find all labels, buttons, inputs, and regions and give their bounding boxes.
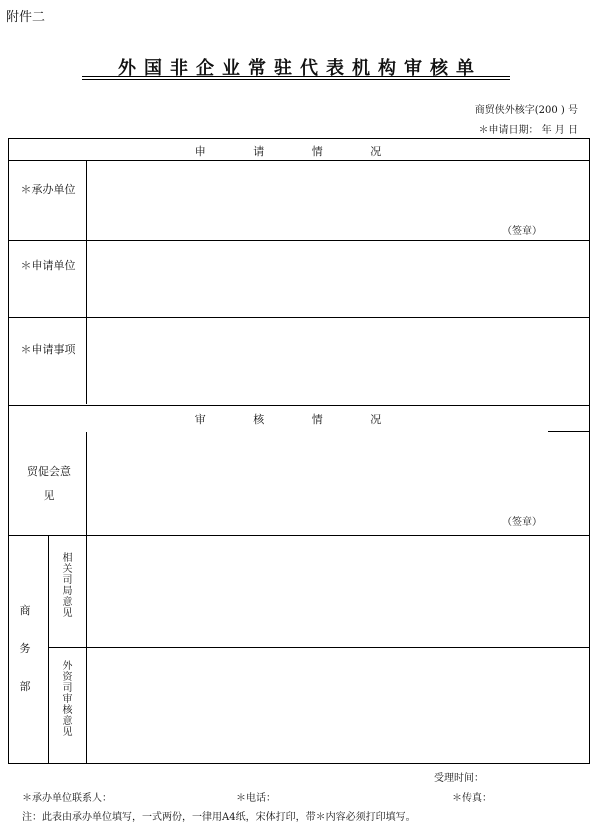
stamp-label-ccpit: （签章） <box>502 517 542 528</box>
row-label-application-matter: ＊申请事项 <box>20 343 76 356</box>
field-applicant-unit[interactable] <box>90 244 586 314</box>
accept-time: 受理时间： <box>434 773 484 784</box>
tick-mark <box>548 431 590 432</box>
row-label-sponsor: ＊承办单位 <box>20 183 76 196</box>
row-label-mofcom: 商务部 <box>19 604 31 693</box>
row-label-applicant: ＊申请单位 <box>20 259 76 272</box>
row-label-ccpit-opinion: 贸促会意 见 <box>27 465 71 502</box>
stamp-label-sponsor: （签章） <box>502 226 542 237</box>
footnote: 注：此表由承办单位填写，一式两份，一律用A4纸，宋体打印，带＊内容必须打印填写。 <box>22 812 416 823</box>
section-heading-apply: 申 请 情 况 <box>194 145 404 158</box>
annex-label: 附件二 <box>6 10 46 25</box>
divider <box>8 240 590 241</box>
divider <box>8 405 590 406</box>
divider <box>8 160 590 161</box>
divider <box>48 647 590 648</box>
sub-label-fdi-dept: 外资司审核意见 <box>60 660 71 737</box>
field-ccpit-opinion[interactable] <box>90 436 586 532</box>
fax-label: ＊传真： <box>452 793 492 804</box>
divider <box>8 317 590 318</box>
sub-label-related-bureau: 相关司局意见 <box>60 552 71 618</box>
section-heading-review: 审 核 情 况 <box>194 413 404 426</box>
title-underline-2 <box>82 79 510 80</box>
contact-person: ＊承办单位联系人： <box>22 793 112 804</box>
column-divider <box>86 432 87 764</box>
document-number: 商贸侠外核字(200 ) 号 <box>474 105 578 116</box>
title-underline <box>82 76 510 77</box>
field-related-bureau-opinion[interactable] <box>90 539 586 643</box>
column-divider <box>48 535 49 764</box>
field-application-matter[interactable] <box>90 321 586 401</box>
field-fdi-dept-opinion[interactable] <box>90 651 586 759</box>
application-date: ＊申请日期： 年 月 日 <box>478 125 578 136</box>
divider <box>8 535 590 536</box>
phone-label: ＊电话： <box>236 793 276 804</box>
form-title: 外国非企业常驻代表机构审核单 <box>118 58 482 79</box>
column-divider <box>86 160 87 404</box>
field-sponsor-unit[interactable] <box>90 164 586 238</box>
